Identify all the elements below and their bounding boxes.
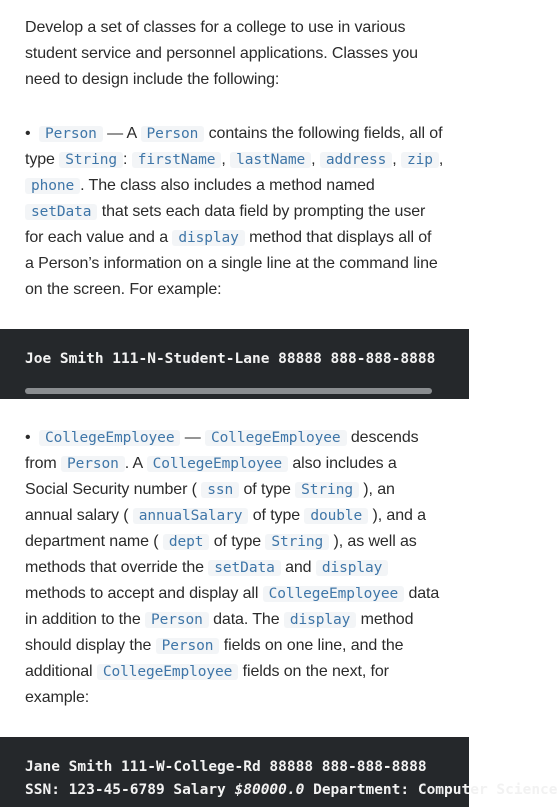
text: and [280, 559, 316, 576]
text: . The class also includes a method named [80, 177, 375, 194]
code-field: phone [25, 178, 80, 194]
text: contains the following fields, all of type [25, 125, 443, 168]
code-person: Person [141, 126, 205, 142]
code-type: String [265, 534, 329, 550]
code-example-line: Joe Smith 111-N-Student-Lane 88888 888-888-8888 [25, 351, 436, 367]
code-text: SSN: 123-45-6789 Salary [25, 782, 235, 798]
text: ), as well as methods that override the [25, 533, 417, 576]
bullet-marker: • [25, 125, 31, 142]
code-type: String [295, 482, 359, 498]
code-field: ssn [201, 482, 239, 498]
code-method: display [284, 612, 356, 628]
employee-paragraph [25, 399, 444, 711]
intro-section [0, 0, 469, 93]
employee-section [0, 399, 469, 711]
text: also includes a Social Security number ( [25, 455, 397, 498]
person-section [0, 93, 469, 303]
text: — A [102, 125, 141, 142]
text: method that displays all of a Person’s information on a single line at the command line on the screen. For example: [25, 229, 438, 298]
code-class: CollegeEmployee [147, 456, 288, 472]
text: method should display the [25, 611, 414, 654]
code-field: dept [163, 534, 210, 550]
code-example-2 [0, 737, 558, 807]
code-field: zip [401, 152, 439, 168]
text: : [122, 151, 132, 168]
code-type: String [59, 152, 123, 168]
text: ), and a department name ( [25, 507, 426, 550]
text: of type [239, 481, 296, 498]
code-method: display [172, 230, 244, 246]
text: fields on one line, and the additional [25, 637, 404, 680]
code-class: Person [61, 456, 125, 472]
bullet-marker: • [25, 429, 31, 446]
text: , [311, 151, 320, 168]
text: that sets each data field by prompting the user for each value and a [25, 203, 426, 246]
code-field: lastName [230, 152, 311, 168]
text: , [392, 151, 401, 168]
scrollbar-thumb[interactable] [25, 388, 432, 394]
code-field: address [320, 152, 392, 168]
text: data in addition to the [25, 585, 440, 628]
code-class: CollegeEmployee [263, 586, 404, 602]
code-class: Person [156, 638, 220, 654]
intro-paragraph: Develop a set of classes for a college to use in various student service and personnel applications. Classes you need to design include the following: [25, 19, 418, 88]
code-text: Department: Computer Science [304, 782, 558, 798]
code-field: firstName [132, 152, 222, 168]
text: of type [209, 533, 266, 550]
code-method: setData [25, 204, 97, 220]
text: methods to accept and display all [25, 585, 263, 602]
code-example-line-2 [25, 782, 558, 798]
text: ), an annual salary ( [25, 481, 395, 524]
code-class: CollegeEmployee [39, 430, 180, 446]
code-example-1 [0, 329, 469, 399]
code-type: double [304, 508, 368, 524]
text: fields on the next, for example: [25, 663, 389, 706]
code-text-italic: $80000.0 [234, 782, 305, 798]
text: data. The [208, 611, 284, 628]
text: . A [124, 455, 147, 472]
code-class: CollegeEmployee [97, 664, 238, 680]
text: , [438, 151, 444, 168]
code-class: Person [145, 612, 209, 628]
text: — [180, 429, 206, 446]
code-method: display [316, 560, 388, 576]
text: of type [248, 507, 305, 524]
code-method: setData [208, 560, 280, 576]
code-class: CollegeEmployee [205, 430, 346, 446]
horizontal-scrollbar[interactable] [25, 388, 432, 394]
code-person: Person [39, 126, 103, 142]
person-paragraph [25, 93, 444, 303]
code-field: annualSalary [133, 508, 249, 524]
code-example-line-1: Jane Smith 111-W-College-Rd 88888 888-888-8888 [25, 759, 427, 775]
text: , [221, 151, 231, 168]
text: descends from [25, 429, 419, 472]
